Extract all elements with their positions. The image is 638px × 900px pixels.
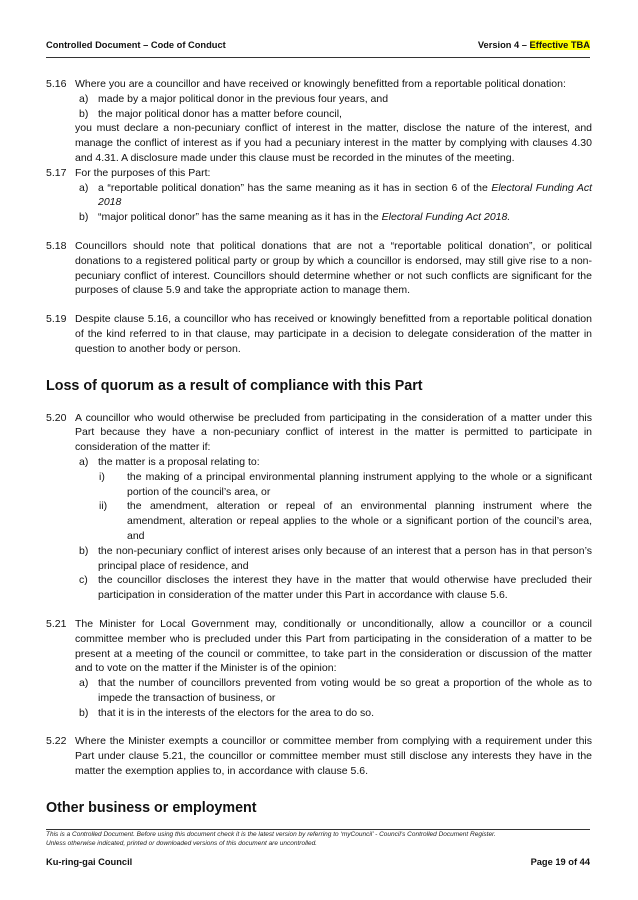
page-header [46,37,590,58]
sub-item-text: the major political donor has a matter before council, [98,107,342,120]
clause-text: Councillors should note that political donations that are not a “reportable political donation”, or political donations to a registered political party or group by which a councillor is endorsed, may still give rise to a non-pecuniary conflict of interest. Councillors should determine whether or not such conflicts are significant for the purposes of clause 5.9 and take the appropriate action to manage them. [75,239,592,297]
footer-council-name: Ku-ring-gai Council [46,857,133,867]
sub-item [75,92,592,107]
clause-5-20 [46,411,592,603]
clause-text: Despite clause 5.16, a councillor who has received or knowingly benefitted from a reportable political donation of the kind referred to in that clause, may participate in a decision to delegate consideration of the matter in question to another body or person. [75,313,592,355]
sub-item-text: the non-pecuniary conflict of interest arises only because of an interest that a person has in that person’s principal place of residence, and [98,544,592,572]
roman-item [75,499,592,543]
sub-item-text: that the number of councillors prevented from voting would be so great a proportion of the whole as to impede the transaction of business, or [98,677,592,704]
sub-item [75,573,592,603]
sub-item-letter: a) [79,677,89,690]
sub-item [75,544,592,574]
clause-number: 5.16 [46,78,67,90]
sub-item [75,210,592,225]
clause-5-19 [46,312,592,356]
clause-number: 5.17 [46,166,67,179]
header-document-title: Controlled Document – Code of Conduct [46,40,226,50]
clause-number: 5.22 [46,735,67,748]
document-body [46,77,592,833]
clause-intro: A councillor who would otherwise be precluded from participating in the consideration of a matter under this Part because they have a non-pecuniary conflict of interest in the matter is permitted to participate in consideration of the matter if: [75,411,592,454]
sub-item-letter: a) [79,181,89,194]
clause-5-18 [46,239,592,298]
sub-item-letter: b) [79,107,89,120]
clause-5-21 [46,617,592,721]
sub-item-text: the matter is a proposal relating to: [98,455,260,468]
clause-5-16 [46,77,592,166]
clause-intro: The Minister for Local Government may, conditionally or unconditionally, allow a councillor or a council committee member who is precluded under this Part from participating in the consideration of a matter to be present at a meeting of the council or committee, to take part in the consideration or discussion of the matter and to vote on the matter if the Minister is of the opinion: [75,617,592,675]
header-effective-highlight: Effective TBA [529,40,590,50]
roman-item-text: the making of a principal environmental planning instrument applying to the whole or a significant portion of the council’s area, or [127,470,592,498]
roman-numeral: ii) [99,500,108,513]
sub-item-text: made by a major political donor in the previous four years, and [98,92,389,105]
footer-note-line-1: This is a Controlled Document. Before using this document check it is the latest version by referring to ‘myCouncil’ - Council’s Controlled Document Register. [46,831,496,838]
sub-item-letter: b) [79,544,89,557]
clause-5-17 [46,166,592,225]
act-title: Electoral Funding Act 2018. [381,211,511,224]
footer-page-number: Page 19 of 44 [530,857,590,867]
sub-item-letter: a) [79,455,89,468]
clause-5-22 [46,734,592,778]
clause-text: Where the Minister exempts a councillor or committee member from complying with a requirement under this Part under clause 5.21, the councillor or committee member must still disclose any interests they have in the matter the exemption applies to, in accordance with clause 5.6. [75,735,592,778]
sub-item [75,455,592,470]
sub-item-text: that it is in the interests of the electors for the area to do so. [98,706,375,719]
roman-item-text: the amendment, alteration or repeal of an environmental planning instrument where the amendment, alteration or repeal applies to the whole or a significant portion of the council’s area, and [127,500,592,542]
clause-number: 5.21 [46,617,67,630]
sub-item [75,181,592,211]
header-version [478,40,590,50]
footer-note-line-2: Unless otherwise indicated, printed or downloaded versions of this document are uncontrolled. [46,839,317,847]
clause-intro: For the purposes of this Part: [75,166,211,179]
sub-item [75,676,592,706]
sub-item-letter: a) [79,92,89,105]
sub-item [75,706,592,721]
roman-numeral: i) [99,470,105,483]
sub-item-text: a “reportable political donation” has the same meaning as it has in section 6 of the [98,181,492,194]
footer-controlled-note [46,831,590,848]
sub-item-letter: b) [79,706,89,719]
act-title: Electoral Funding Act 2018 [98,181,592,209]
clause-intro: Where you are a councillor and have received or knowingly benefitted from a reportable political donation: [75,78,566,90]
sub-item-letter: b) [79,211,89,224]
clause-number: 5.18 [46,239,67,252]
clause-number: 5.20 [46,411,67,424]
section-heading-quorum: Loss of quorum as a result of compliance with this Part [46,377,423,394]
sub-item [75,107,592,122]
roman-item [75,470,592,500]
clause-number: 5.19 [46,313,67,326]
section-heading-other-business: Other business or employment [46,799,257,816]
sub-item-text: “major political donor” has the same meaning as it has in the [98,211,382,224]
footer-divider [46,829,590,830]
sub-item-text: the councillor discloses the interest they have in the matter that would otherwise have precluded their participation in consideration of the matter under this Part in accordance with clause 5.6. [98,574,592,602]
clause-tail: you must declare a non-pecuniary conflict of interest in the matter, disclose the nature of the interest, and manage the conflict of interest as if you had a pecuniary interest in the matter by complying with clauses 4.30 and 4.31. A disclosure made under this clause must be recorded in the minutes of the meeting. [75,122,592,164]
header-version-prefix: Version 4 – [477,40,530,50]
sub-item-letter: c) [79,574,88,587]
